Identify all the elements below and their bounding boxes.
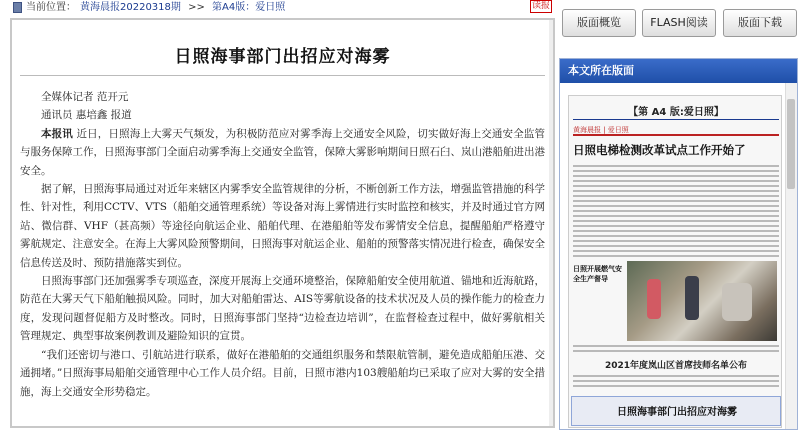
- masthead-text: 黄海晨报 | 爱日照: [573, 126, 629, 134]
- paragraph: 日照海事部门还加强雾季专项巡查，深度开展海上交通环境整治，保障船舶安全使用航道、锚地和近海航路，防范在大雾天气下船舶触损风险。同时，加大对船舶雷达、AIS等雾航设备的技术状况及人员的操作能力的检查力度，发现问题督促船方及时整改。同时，日照海事部门坚持“边检查边培训”，在监督检查过程中，做好雾航相关管理规定、典型事故案例教训及避险知识的宣贯。: [20, 275, 545, 343]
- lead-tag: 本报讯: [41, 127, 73, 140]
- document-icon: [13, 2, 22, 13]
- correspondent-line: 通讯员 惠培鑫 报道: [41, 109, 132, 122]
- paragraph: [20, 125, 545, 180]
- thumbnail-photo-caption[interactable]: 日照开展燃气安全生产督导: [573, 265, 622, 283]
- edition-divider: [573, 119, 779, 120]
- breadcrumb-prefix: 当前位置：: [26, 2, 76, 13]
- thumbnail-headline-elevator[interactable]: 日照电梯检测改革试点工作开始了: [573, 143, 746, 157]
- page-download-button[interactable]: 版面下载: [723, 9, 797, 37]
- thumbnail-headline-current: 日照海事部门出招应对海雾: [617, 407, 737, 418]
- read-paper-button[interactable]: 读报: [531, 1, 550, 11]
- page-preview-panel: [559, 58, 798, 430]
- thumbnail-text-block: [573, 372, 779, 390]
- paragraph: “我们还密切与港口、引航站进行联系，做好在港船舶的交通组织服务和禁限航管制，避免造成船舶压港、交通拥堵。”日照海事局船舶交通管理中心工作人员介绍。目前，日照市港内103艘船舶均已采取了应对大雾的安全措施，海上交通安全形势稳定。: [20, 348, 545, 398]
- breadcrumb-paper-link[interactable]: 黄海晨报20220318期: [80, 2, 181, 13]
- newspaper-page-thumbnail[interactable]: [568, 95, 782, 428]
- paragraph-text: 近日，日照海上大雾天气频发，为积极防范应对雾季海上交通安全风险，切实做好海上交通安全监管与服务保障工作，日照海事部门全面启动雾季海上交通安全监管，保障大雾影响期间日照石臼、岚山港船舶进出港安全。: [20, 127, 546, 177]
- breadcrumb-separator: >>: [188, 2, 205, 13]
- article-title: 日照海事部门出招应对海雾: [174, 47, 391, 67]
- article-body: [20, 88, 545, 401]
- title-divider: [20, 75, 545, 76]
- page-masthead: [573, 124, 779, 136]
- thumbnail-headline-technicians[interactable]: 2021年度岚山区首席技师名单公布: [604, 361, 748, 371]
- panel-header: 本文所在版面: [560, 59, 797, 83]
- panel-scroll-thumb[interactable]: [787, 99, 795, 189]
- article-panel: [10, 18, 555, 428]
- current-article-highlight[interactable]: [571, 396, 781, 426]
- article-scrollbar[interactable]: [549, 20, 553, 426]
- paragraph: 据了解，日照海事局通过对近年来辖区内雾季安全监管规律的分析，不断创新工作方法，增强监管措施的科学性、针对性，利用CCTV、VTS（船舶交通管理系统）等设备对海上雾情进行实时监控和核实，并及时通过官方网站、微信群、VHF（甚高频）等途径向航运企业、船舶代理、在港船舶等发布雾情安全信息，提醒船舶严格遵守雾航规定、注意安全。在海上大雾风险预警期间，日照海事对航运企业、船舶的预警落实情况进行检查，确保安全信息传送及时、预防措施落实到位。: [20, 183, 545, 269]
- thumbnail-text-block: [573, 162, 779, 260]
- overview-button[interactable]: 版面概览: [562, 9, 636, 37]
- edition-tag: 【第 A4 版:爱日照】: [628, 107, 724, 118]
- breadcrumb-section-link[interactable]: 第A4版：爱日照: [212, 2, 286, 13]
- flash-read-button[interactable]: FLASH阅读: [642, 9, 716, 37]
- thumbnail-text-block: [573, 342, 779, 355]
- breadcrumb: [0, 0, 556, 16]
- reporter-line: 全媒体记者 范开元: [41, 91, 129, 103]
- thumbnail-photo: [627, 261, 777, 341]
